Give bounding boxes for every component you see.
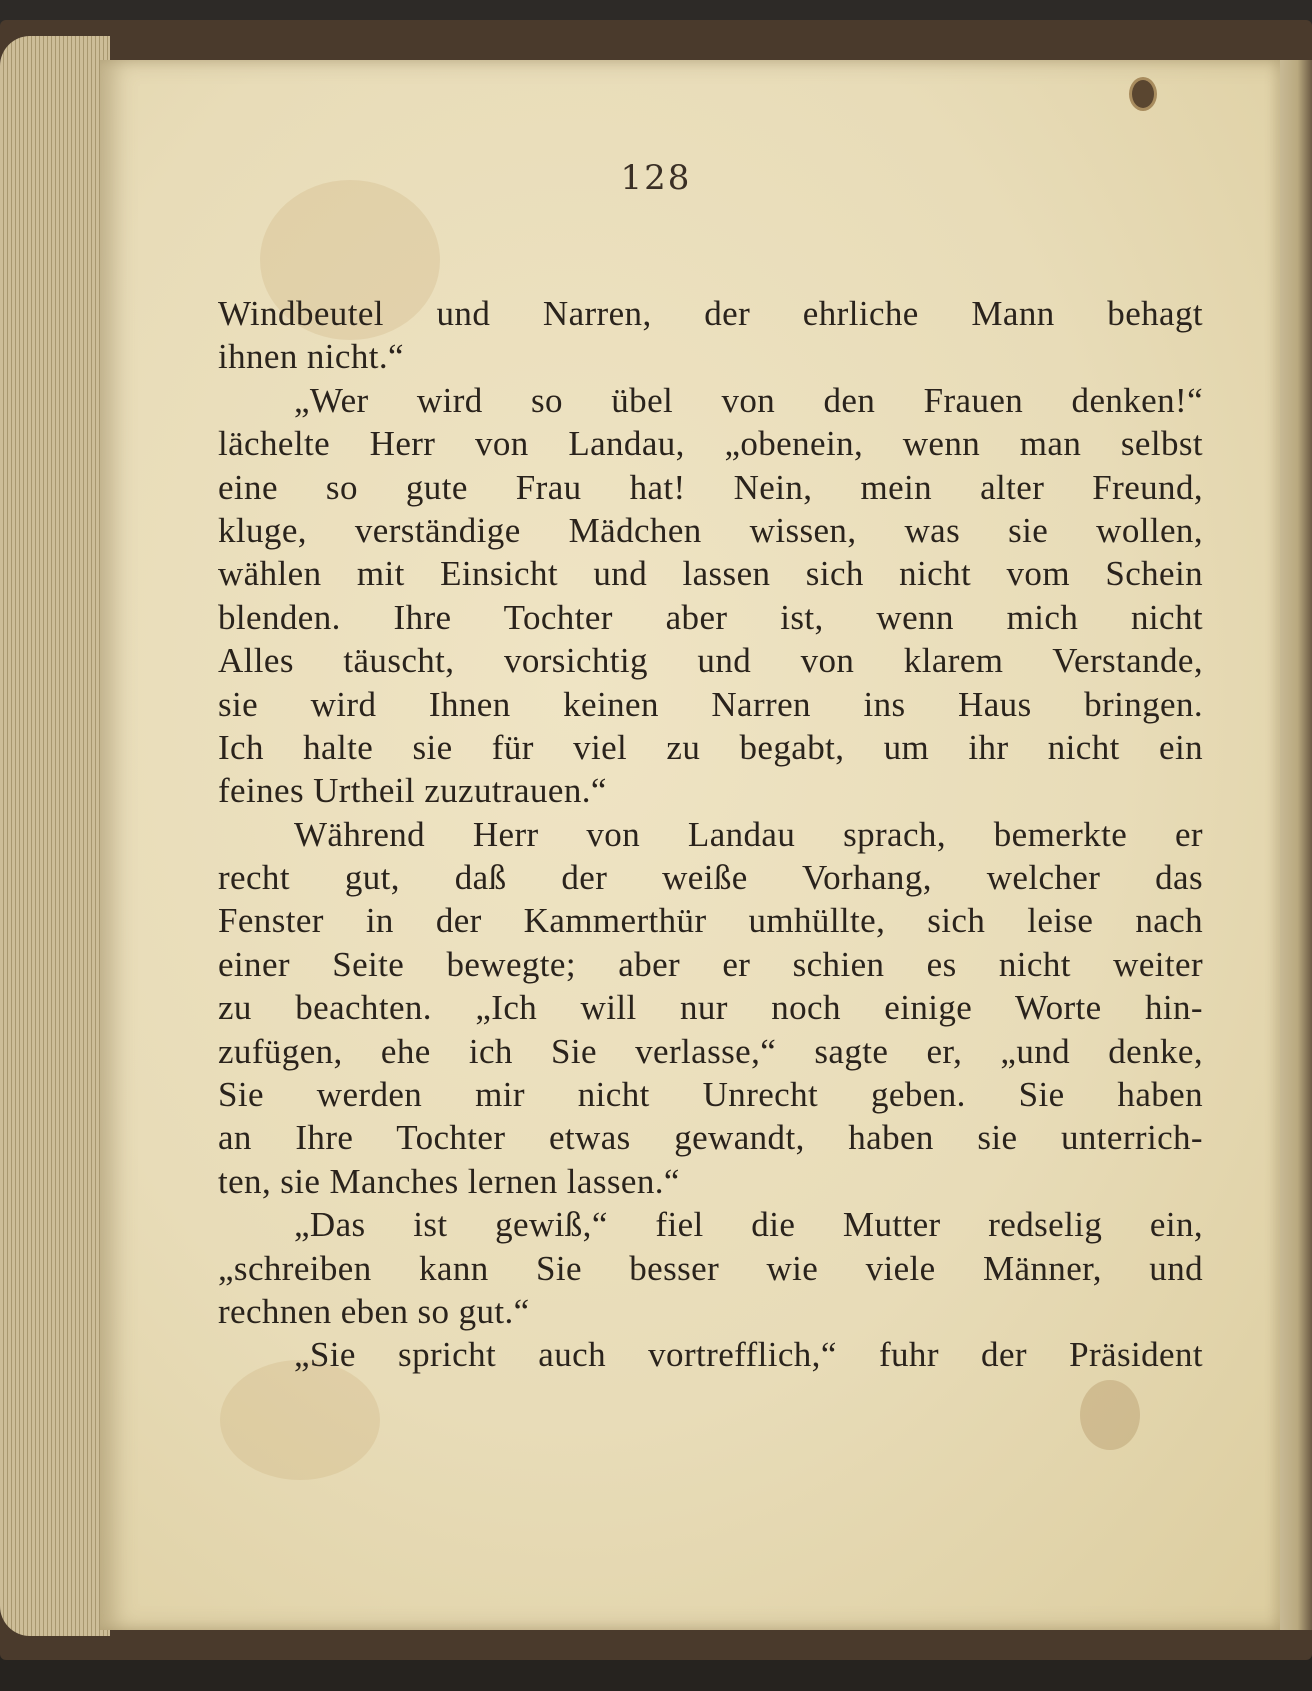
text-line: einer Seite bewegte; aber er schien es nicht weiter [218,944,1203,984]
body-text [218,292,1203,1377]
text-line: „Das ist gewiß,“ fiel die Mutter redselig ein, [294,1205,1203,1245]
text-line: Fenster in der Kammerthür umhüllte, sich leise nach [218,901,1203,941]
text-line: wählen mit Einsicht und lassen sich nicht vom Schein [218,554,1203,594]
text-line: ihnen nicht.“ [218,337,404,377]
paper-stain [1080,1380,1140,1450]
text-line: zufügen, ehe ich Sie verlasse,“ sagte er, „und denke, [218,1031,1203,1071]
page-number: 128 [620,158,692,198]
text-line: „Wer wird so übel von den Frauen denken!“ [294,380,1203,420]
text-line: Ich halte sie für viel zu begabt, um ihr nicht ein [218,727,1203,767]
text-line: feines Urtheil zuzutrauen.“ [218,771,607,811]
text-line: blenden. Ihre Tochter aber ist, wenn mich nicht [218,597,1203,637]
text-line: zu beachten. „Ich will nur noch einige Worte hin- [218,988,1203,1028]
text-line: rechnen eben so gut.“ [218,1291,530,1331]
text-line: Windbeutel und Narren, der ehrliche Mann behagt [218,294,1203,333]
page-hole-mark [1132,80,1154,108]
paper-stain [220,1360,380,1480]
text-line: lächelte Herr von Landau, „obenein, wenn man selbst [218,424,1203,464]
text-line: recht gut, daß der weiße Vorhang, welcher das [218,858,1203,898]
text-line: kluge, verständige Mädchen wissen, was sie wollen, [218,510,1203,550]
text-line: sie wird Ihnen keinen Narren ins Haus bringen. [218,684,1203,724]
page-stack-left [0,36,110,1636]
text-line: Alles täuscht, vorsichtig und von klarem Verstande, [218,641,1203,681]
text-line: eine so gute Frau hat! Nein, mein alter Freund, [218,467,1203,507]
text-line: „schreiben kann Sie besser wie viele Männer, und [218,1248,1203,1288]
text-line: „Sie spricht auch vortrefflich,“ fuhr der Präsident [294,1335,1203,1375]
page-edge-right [1276,60,1312,1630]
text-line: Sie werden mir nicht Unrecht geben. Sie haben [218,1075,1203,1115]
text-line: Während Herr von Landau sprach, bemerkte er [294,814,1203,854]
text-line: an Ihre Tochter etwas gewandt, haben sie unterrich- [218,1118,1203,1158]
text-line: ten, sie Manches lernen lassen.“ [218,1161,680,1201]
